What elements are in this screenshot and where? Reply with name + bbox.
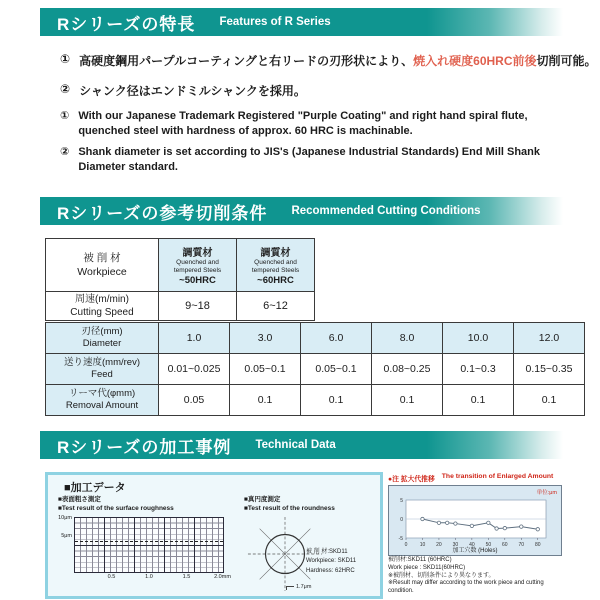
roundness-figure [244, 496, 374, 590]
point-text: Shank diameter is set according to JIS's (Japanese Industrial Standards) End Mill Shank Diameter standard. [78, 146, 541, 174]
workpiece-table [45, 238, 315, 321]
point-number: ① [60, 110, 70, 122]
svg-text:0: 0 [400, 516, 403, 523]
feed-value-cell: 0.1~0.3 [443, 354, 514, 385]
svg-text:30: 30 [452, 542, 459, 548]
feature-point-jp-2 [60, 82, 565, 99]
diameter-value-cell: 3.0 [230, 323, 301, 354]
features-title-jp: Rシリーズの特長 [57, 14, 196, 34]
feed-value-cell: 0.01~0.025 [159, 354, 230, 385]
speed-value-cell: 6~12 [237, 292, 315, 321]
roughness-x-label: 0.5 [107, 573, 116, 580]
hardness: Hardness: 62HRC [306, 567, 355, 574]
steel-50hrc-header-cell: 調質材 Quenched and tempered Steels ~50HRC [159, 239, 237, 292]
table-row [46, 354, 585, 385]
technical-title-jp: Rシリーズの加工事例 [57, 437, 232, 457]
feature-point-jp-1 [60, 52, 597, 69]
roundness-info [306, 548, 356, 576]
roughness-x-label: 1.0 [145, 573, 153, 580]
conditions-title-jp: Rシリーズの参考切削条件 [57, 203, 268, 223]
diameter-value-cell: 6.0 [301, 323, 372, 354]
note-en: The transition of Enlarged Amount [441, 473, 554, 480]
point-text: With our Japanese Trademark Registered "Purple Coating" and right hand spiral flute, quenched steel with hardness of approx. 60 HRC is machinable. [78, 110, 528, 138]
feed-value-cell: 0.15~0.35 [514, 354, 585, 385]
diameter-value-cell: 8.0 [372, 323, 443, 354]
svg-text:80: 80 [534, 542, 541, 548]
section-header-features [40, 8, 563, 36]
chart-x-axis-label: 加工穴数 (Holes) [452, 548, 498, 554]
roundness-scale [286, 584, 311, 590]
removal-value-cell: 0.1 [372, 385, 443, 416]
workpiece-jp: 被 削 材:SKD11 [306, 549, 348, 555]
removal-value-cell: 0.1 [301, 385, 372, 416]
point-number: ① [60, 52, 71, 66]
label-en: Workpiece [77, 266, 127, 278]
features-title-en: Features of R Series [219, 16, 331, 28]
machining-data-box [45, 472, 383, 599]
table-row [46, 292, 315, 321]
point-number: ② [60, 146, 70, 158]
point-text: 高硬度鋼用パープルコーティングと右リードの刃形状により、焼入れ硬度60HRC前後切削可能。 [79, 54, 597, 68]
surface-roughness-figure [58, 496, 236, 580]
highlighted-text: 焼入れ硬度60HRC前後 [413, 54, 537, 68]
table-row [46, 239, 315, 292]
removal-value-cell: 0.1 [230, 385, 301, 416]
steel-60hrc-header-cell: 調質材 Quenched and tempered Steels ~60HRC [237, 239, 315, 292]
footnote: Work piece : SKD11(60HRC) [388, 564, 466, 571]
diameter-value-cell: 12.0 [514, 323, 585, 354]
feed-value-cell: 0.08~0.25 [372, 354, 443, 385]
label-jp: 被 削 材 [83, 251, 121, 264]
note-jp: ●注 拡大代推移 [388, 476, 435, 483]
scale-label: 1.7μm [296, 584, 312, 590]
diameter-value-cell: 1.0 [159, 323, 230, 354]
svg-text:60: 60 [502, 542, 508, 548]
removal-label-cell: リーマ代(φmm) Removal Amount [46, 385, 159, 416]
roughness-chart [58, 514, 231, 580]
technical-title-en: Technical Data [255, 439, 336, 451]
svg-text:40: 40 [469, 542, 475, 548]
feature-point-en-2 [60, 145, 548, 176]
feature-point-en-1 [60, 109, 548, 140]
svg-text:0: 0 [404, 542, 408, 548]
feed-value-cell: 0.05~0.1 [230, 354, 301, 385]
table-row [46, 385, 585, 416]
svg-text:-5: -5 [398, 535, 403, 542]
point-number: ② [60, 82, 71, 96]
removal-value-cell: 0.1 [443, 385, 514, 416]
conditions-title-en: Recommended Cutting Conditions [291, 205, 481, 217]
section-header-conditions [40, 197, 563, 225]
section-header-technical [40, 431, 563, 459]
workpiece-label-cell [46, 239, 159, 292]
roughness-trace-line [75, 541, 223, 542]
svg-text:70: 70 [518, 542, 525, 548]
svg-text:5: 5 [400, 497, 403, 504]
roughness-grid [74, 517, 224, 573]
roughness-x-label: 1.5 [182, 573, 191, 580]
data-box-title: ■加工データ [64, 482, 126, 494]
diameter-table [45, 322, 585, 416]
roundness-title-jp: ■真円度測定 [244, 496, 281, 503]
svg-text:10: 10 [419, 542, 426, 548]
footnote: ※Result may differ according to the work piece and cutting condition. [388, 580, 544, 595]
roughness-y-label: 5μm [61, 532, 72, 539]
cutting-speed-label-cell: 周速(m/min) Cutting Speed [46, 292, 159, 321]
footnote: 被削材:SKD11 (60HRC) [388, 557, 452, 563]
diameter-value-cell: 10.0 [443, 323, 514, 354]
roughness-y-label: 10μm [58, 514, 72, 521]
feed-value-cell: 0.05~0.1 [301, 354, 372, 385]
chart-footnotes [388, 557, 566, 596]
diameter-label-cell: 刃径(mm) Diameter [46, 323, 159, 354]
workpiece-en: Workpiece: SKD11 [306, 558, 357, 565]
svg-text:50: 50 [485, 542, 492, 548]
transition-note [388, 473, 566, 483]
feed-label-cell: 送り速度(mm/rev) Feed [46, 354, 159, 385]
scale-tick [286, 586, 294, 590]
speed-value-cell: 9~18 [159, 292, 237, 321]
roughness-x-label: 2.0mm [214, 573, 231, 580]
table-row [46, 323, 585, 354]
footnote: ※被削材、切削条件により異なります。 [388, 572, 495, 579]
removal-value-cell: 0.1 [514, 385, 585, 416]
roundness-title-en: ■Test result of the roundness [244, 504, 335, 512]
roughness-title-en: ■Test result of the surface roughness [58, 504, 174, 512]
transition-line-chart [390, 494, 560, 548]
roughness-title-jp: ■表面粗さ測定 [58, 496, 101, 503]
transition-chart-box [388, 485, 562, 556]
unit-label: 単位:μm [536, 490, 557, 496]
point-text: シャンク径はエンドミルシャンクを採用。 [79, 84, 306, 98]
svg-text:20: 20 [436, 542, 442, 548]
removal-value-cell: 0.05 [159, 385, 230, 416]
